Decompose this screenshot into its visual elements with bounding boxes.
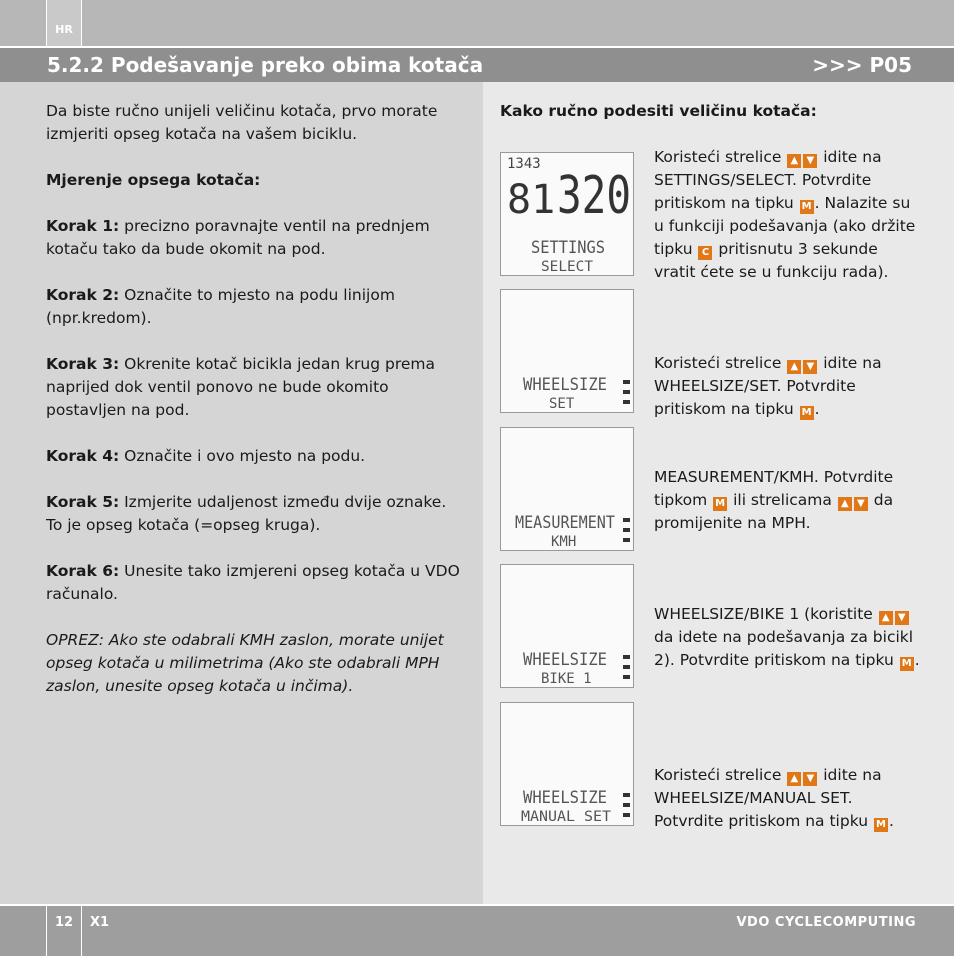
page-number-box bbox=[46, 906, 82, 956]
m-key-icon: M bbox=[713, 497, 727, 511]
section-code: >>> P05 bbox=[812, 53, 912, 77]
lcd-line-1: WHEELSIZE bbox=[523, 375, 607, 395]
step-label: Korak 3: bbox=[46, 355, 120, 373]
text-part: . bbox=[914, 651, 920, 669]
down-arrow-key-icon: ▼ bbox=[803, 772, 817, 786]
instruction-wheelsize-set bbox=[654, 352, 924, 421]
c-key-icon: C bbox=[698, 246, 712, 260]
measurement-instructions bbox=[46, 100, 466, 721]
section-title-bar bbox=[0, 48, 954, 82]
step-label: Korak 4: bbox=[46, 447, 120, 465]
step-5 bbox=[46, 491, 466, 537]
language-code: HR bbox=[55, 23, 73, 36]
lcd-line-2: BIKE 1 bbox=[541, 671, 592, 687]
model-name: X1 bbox=[90, 915, 110, 930]
lcd-line-2: SELECT bbox=[541, 259, 594, 275]
text-part: da promijenite na MPH. bbox=[654, 491, 894, 532]
m-key-icon: M bbox=[874, 818, 888, 832]
instruction-settings bbox=[654, 146, 924, 284]
step-text: Označite i ovo mjesto na podu. bbox=[119, 447, 366, 465]
step-label: Korak 1: bbox=[46, 217, 120, 235]
lcd-line-2: MANUAL SET bbox=[521, 809, 612, 825]
text-part: . bbox=[888, 812, 894, 830]
lcd-line-1: SETTINGS bbox=[531, 238, 605, 258]
lcd-line-1: WHEELSIZE bbox=[523, 788, 607, 808]
lcd-big-right: 320 bbox=[557, 166, 631, 226]
up-arrow-key-icon: ▲ bbox=[787, 360, 801, 374]
m-key-icon: M bbox=[900, 657, 914, 671]
text-part: Koristeći strelice bbox=[654, 148, 787, 166]
instruction-bike1 bbox=[654, 603, 924, 672]
m-key-icon: M bbox=[800, 406, 814, 420]
step-label: Korak 5: bbox=[46, 493, 120, 511]
step-label: Korak 2: bbox=[46, 286, 120, 304]
manual-setup-heading: Kako ručno podesiti veličinu kotača: bbox=[500, 102, 817, 120]
lcd-screen-measurement bbox=[500, 427, 634, 551]
intro-paragraph: Da biste ručno unijeli veličinu kotača, prvo morate izmjeriti opseg kotača na vašem biciklu. bbox=[46, 102, 438, 143]
step-6 bbox=[46, 560, 466, 606]
instruction-manual-set bbox=[654, 764, 924, 833]
m-key-icon: M bbox=[800, 200, 814, 214]
lcd-line-1: MEASUREMENT bbox=[515, 513, 615, 533]
lcd-line-1: WHEELSIZE bbox=[523, 650, 607, 670]
language-tab bbox=[46, 0, 82, 46]
footer-bar bbox=[0, 904, 954, 956]
step-text: Označite to mjesto na podu linijom (npr.kredom). bbox=[46, 286, 395, 327]
up-arrow-key-icon: ▲ bbox=[838, 497, 852, 511]
lcd-screen-manual-set bbox=[500, 702, 634, 826]
lcd-screen-wheelsize-set bbox=[500, 289, 634, 413]
text-part: idite na SETTINGS/SELECT. Potvrdite pritiskom na tipku bbox=[654, 148, 882, 212]
lcd-small-digits: 1343 bbox=[507, 156, 541, 172]
instruction-measurement bbox=[654, 466, 924, 535]
top-bar bbox=[0, 0, 954, 46]
text-part: WHEELSIZE/BIKE 1 (koristite bbox=[654, 605, 878, 623]
down-arrow-key-icon: ▼ bbox=[803, 360, 817, 374]
down-arrow-key-icon: ▼ bbox=[803, 154, 817, 168]
caution-note: OPREZ: Ako ste odabrali KMH zaslon, morate unijet opseg kotača u milimetrima (Ako ste odabrali MPH zaslon, unesite opseg kotača u inčima). bbox=[46, 631, 444, 695]
step-1 bbox=[46, 215, 466, 261]
down-arrow-key-icon: ▼ bbox=[895, 611, 909, 625]
step-text: Unesite tako izmjereni opseg kotača u VDO računalo. bbox=[46, 562, 460, 603]
page-number: 12 bbox=[54, 915, 74, 930]
text-part: Koristeći strelice bbox=[654, 766, 787, 784]
step-text: Okrenite kotač bicikla jedan krug prema naprijed dok ventil ponovo ne bude okomito postavljen na pod. bbox=[46, 355, 436, 419]
lcd-big-left: 81 bbox=[507, 177, 556, 223]
text-part: pritisnutu 3 sekunde vratit ćete se u funkciju rada). bbox=[654, 240, 889, 281]
down-arrow-key-icon: ▼ bbox=[854, 497, 868, 511]
up-arrow-key-icon: ▲ bbox=[787, 154, 801, 168]
step-text: precizno poravnajte ventil na prednjem kotaču tako da bude okomit na pod. bbox=[46, 217, 430, 258]
lcd-screen-settings bbox=[500, 152, 634, 276]
up-arrow-key-icon: ▲ bbox=[787, 772, 801, 786]
text-part: idite na WHEELSIZE/SET. Potvrdite pritiskom na tipku bbox=[654, 354, 882, 418]
up-arrow-key-icon: ▲ bbox=[879, 611, 893, 625]
text-part: . Nalazite su u funkciji podešavanja (ako držite tipku bbox=[654, 194, 916, 258]
step-4 bbox=[46, 445, 466, 468]
step-text: Izmjerite udaljenost između dvije oznake. To je opseg kotača (=opseg kruga). bbox=[46, 493, 447, 534]
measure-subheading: Mjerenje opsega kotača: bbox=[46, 171, 261, 189]
step-label: Korak 6: bbox=[46, 562, 120, 580]
text-part: ili strelicama bbox=[728, 491, 837, 509]
text-part: Koristeći strelice bbox=[654, 354, 787, 372]
lcd-line-2: KMH bbox=[551, 534, 577, 550]
text-part: MEASUREMENT/KMH. Potvrdite tipkom bbox=[654, 468, 894, 509]
section-title: 5.2.2 Podešavanje preko obima kotača bbox=[47, 53, 484, 77]
lcd-screen-bike1 bbox=[500, 564, 634, 688]
text-part: da idete na podešavanja za bicikl 2). Potvrdite pritiskom na tipku bbox=[654, 628, 914, 669]
text-part: . bbox=[814, 400, 820, 418]
text-part: idite na WHEELSIZE/MANUAL SET. Potvrdite pritiskom na tipku bbox=[654, 766, 882, 830]
step-3 bbox=[46, 353, 466, 422]
lcd-line-2: SET bbox=[549, 396, 575, 412]
step-2 bbox=[46, 284, 466, 330]
brand-name: VDO CYCLECOMPUTING bbox=[736, 915, 916, 930]
